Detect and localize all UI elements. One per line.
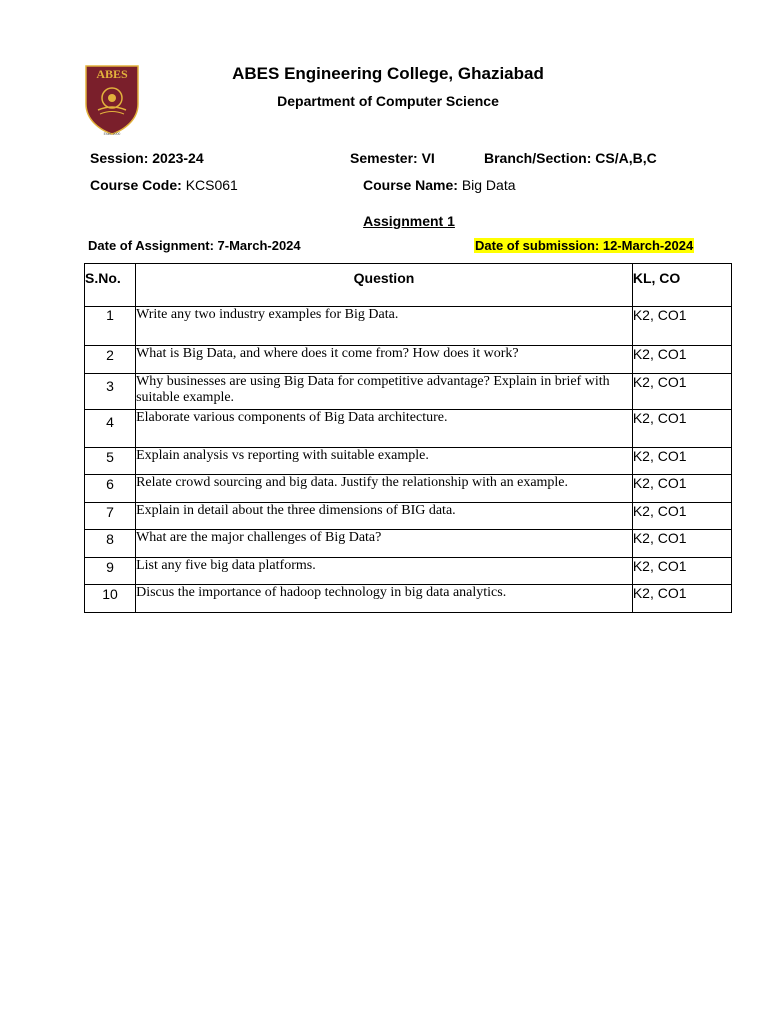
row-question: Explain in detail about the three dimensions of BIG data. <box>136 503 633 530</box>
row-sno: 2 <box>85 346 136 374</box>
table-row <box>85 346 732 374</box>
row-sno: 5 <box>85 448 136 475</box>
department-name: Department of Computer Science <box>277 93 499 109</box>
row-kl-co: K2, CO1 <box>632 503 731 530</box>
row-question: List any five big data platforms. <box>136 558 633 585</box>
table-row <box>85 530 732 558</box>
course-code: Course Code: KCS061 <box>90 177 238 193</box>
row-kl-co: K2, CO1 <box>632 448 731 475</box>
row-sno: 10 <box>85 585 136 613</box>
table-header-row <box>85 264 732 307</box>
row-sno: 6 <box>85 475 136 503</box>
row-question: Why businesses are using Big Data for competitive advantage? Explain in brief with suitable example. <box>136 374 633 410</box>
assignment-title: Assignment 1 <box>363 213 455 229</box>
row-question: Explain analysis vs reporting with suitable example. <box>136 448 633 475</box>
college-name: ABES Engineering College, Ghaziabad <box>232 64 544 83</box>
row-sno: 8 <box>85 530 136 558</box>
header-question: Question <box>136 264 633 307</box>
row-sno: 9 <box>85 558 136 585</box>
row-question: Elaborate various components of Big Data architecture. <box>136 410 633 448</box>
logo-est: Estd. 2000 <box>103 132 121 136</box>
row-kl-co: K2, CO1 <box>632 346 731 374</box>
table-row <box>85 558 732 585</box>
row-sno: 4 <box>85 410 136 448</box>
logo-text: ABES <box>96 67 128 81</box>
row-question: What is Big Data, and where does it come from? How does it work? <box>136 346 633 374</box>
row-question: Write any two industry examples for Big Data. <box>136 307 633 346</box>
table-row <box>85 448 732 475</box>
course-name: Course Name: Big Data <box>363 177 516 193</box>
row-kl-co: K2, CO1 <box>632 558 731 585</box>
semester: Semester: VI <box>350 150 435 166</box>
header-sno: S.No. <box>85 264 136 307</box>
row-kl-co: K2, CO1 <box>632 374 731 410</box>
table-row <box>85 410 732 448</box>
table-row <box>85 374 732 410</box>
row-question: Relate crowd sourcing and big data. Justify the relationship with an example. <box>136 475 633 503</box>
row-kl-co: K2, CO1 <box>632 410 731 448</box>
date-of-assignment: Date of Assignment: 7-March-2024 <box>88 238 301 253</box>
session: Session: 2023-24 <box>90 150 204 166</box>
branch-section: Branch/Section: CS/A,B,C <box>484 150 657 166</box>
row-question: Discus the importance of hadoop technology in big data analytics. <box>136 585 633 613</box>
row-sno: 3 <box>85 374 136 410</box>
table-row <box>85 475 732 503</box>
questions-table <box>84 263 732 613</box>
row-sno: 1 <box>85 307 136 346</box>
row-kl-co: K2, CO1 <box>632 307 731 346</box>
row-kl-co: K2, CO1 <box>632 475 731 503</box>
row-question: What are the major challenges of Big Data? <box>136 530 633 558</box>
table-row <box>85 585 732 613</box>
header-kl-co: KL, CO <box>632 264 731 307</box>
table-row <box>85 503 732 530</box>
row-kl-co: K2, CO1 <box>632 530 731 558</box>
date-of-submission: Date of submission: 12-March-2024 <box>475 238 694 253</box>
table-row <box>85 307 732 346</box>
row-kl-co: K2, CO1 <box>632 585 731 613</box>
row-sno: 7 <box>85 503 136 530</box>
